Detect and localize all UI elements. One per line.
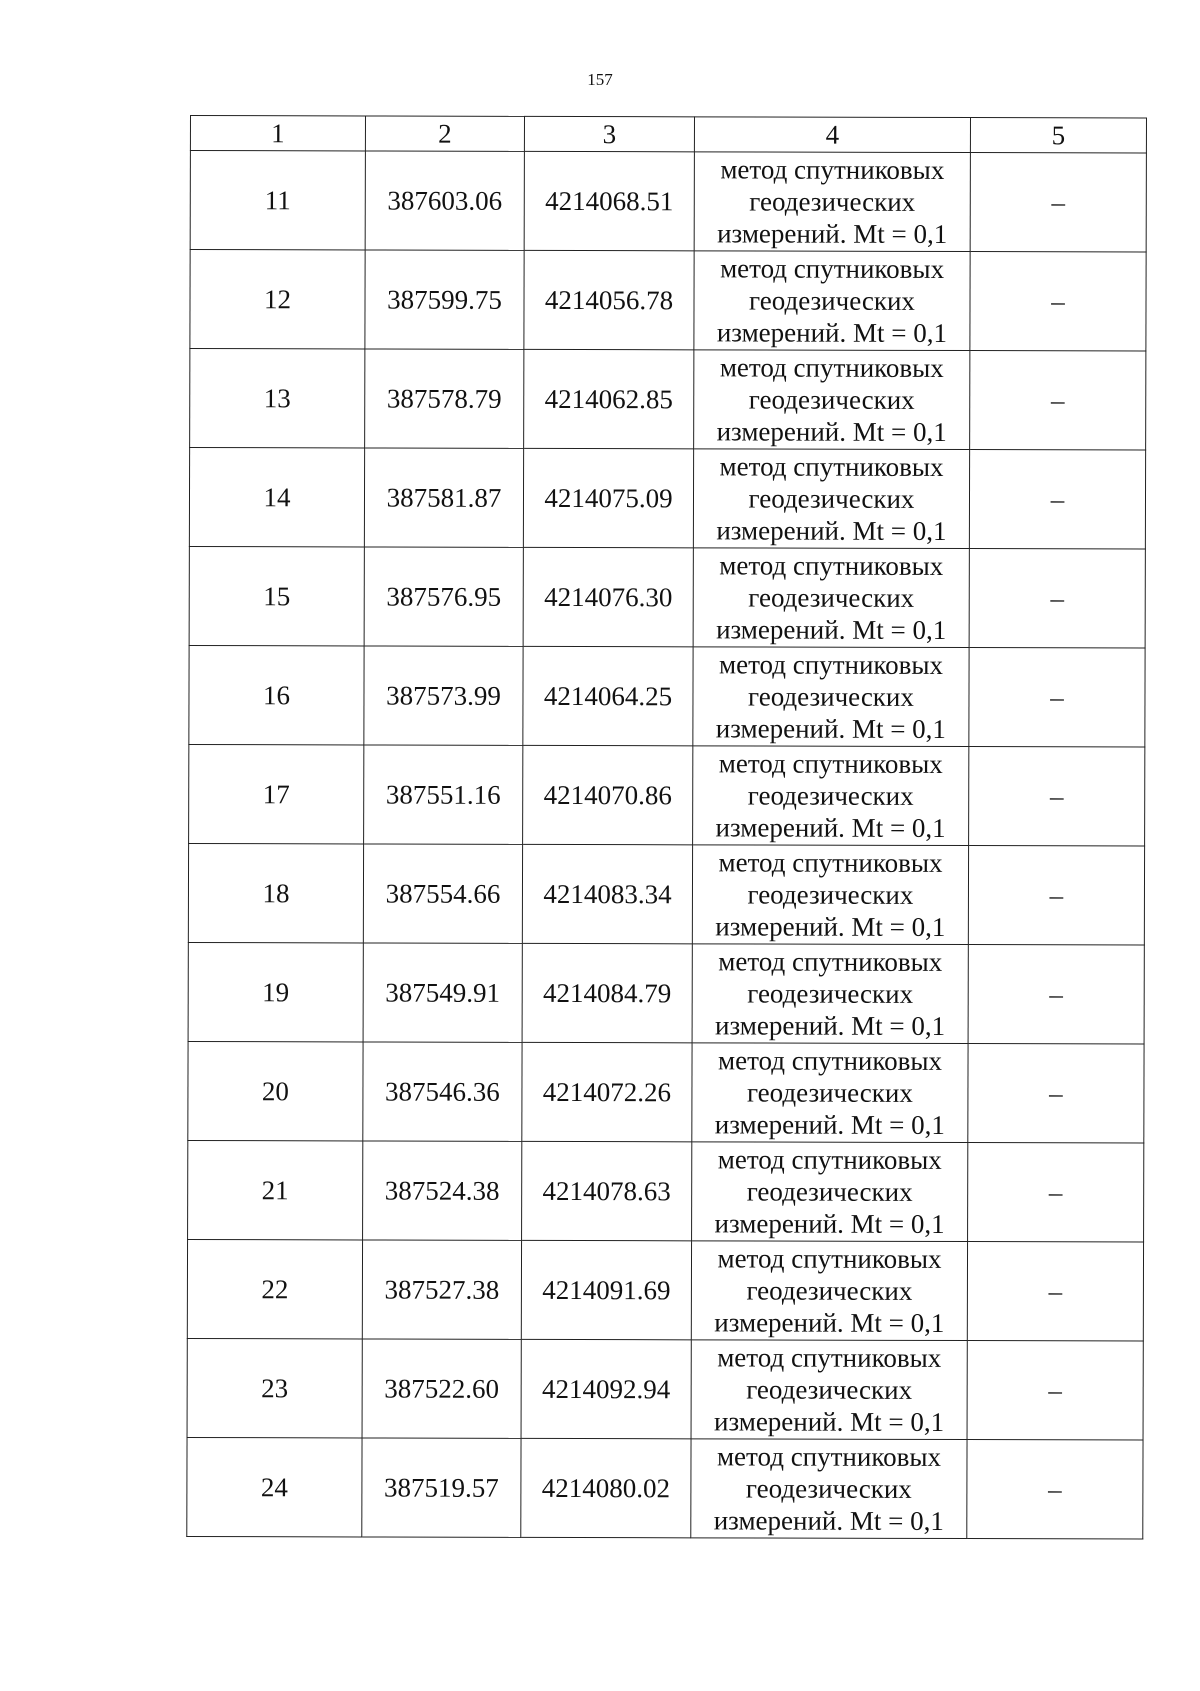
y-coordinate-cell: 4214062.85	[524, 349, 694, 448]
method-cell	[692, 1043, 968, 1143]
method-cell	[691, 1241, 967, 1341]
x-coordinate-cell: 387578.79	[365, 349, 524, 448]
x-coordinate-cell: 387549.91	[363, 943, 522, 1042]
x-coordinate-cell: 387581.87	[364, 448, 523, 547]
y-coordinate-cell: 4214083.34	[522, 844, 692, 943]
method-line: метод спутниковых	[717, 1144, 942, 1175]
method-line: геодезических	[749, 186, 916, 217]
table-row	[188, 942, 1144, 1044]
note-cell: –	[968, 1143, 1144, 1242]
point-number-cell: 17	[189, 744, 364, 843]
point-number-cell: 21	[188, 1140, 363, 1239]
note-cell: –	[967, 1242, 1143, 1341]
method-line: измерений. Mt = 0,1	[714, 1307, 945, 1338]
method-line: измерений. Mt = 0,1	[714, 1208, 945, 1239]
method-line: геодезических	[746, 1077, 913, 1108]
method-line: измерений. Mt = 0,1	[717, 218, 948, 249]
method-line: измерений. Mt = 0,1	[713, 1406, 945, 1437]
page-number: 157	[587, 70, 613, 89]
method-cell	[691, 1340, 967, 1440]
table-header	[190, 116, 1146, 154]
table-row	[187, 1239, 1143, 1341]
point-number-cell: 20	[188, 1041, 363, 1140]
method-line: метод спутниковых	[717, 1243, 942, 1274]
note-cell: –	[970, 252, 1146, 351]
method-cell	[694, 350, 970, 450]
note-cell: –	[967, 1440, 1143, 1539]
y-coordinate-cell: 4214056.78	[524, 250, 694, 349]
y-coordinate-cell: 4214070.86	[523, 745, 693, 844]
method-line: геодезических	[748, 483, 915, 514]
y-coordinate-cell: 4214078.63	[522, 1141, 692, 1240]
method-cell	[693, 449, 969, 549]
method-line: метод спутниковых	[717, 1342, 942, 1373]
method-line: метод спутниковых	[719, 649, 944, 680]
method-line: метод спутниковых	[718, 946, 943, 977]
method-cell	[692, 845, 968, 945]
note-cell: –	[968, 1044, 1144, 1143]
y-coordinate-cell: 4214075.09	[523, 448, 693, 547]
method-cell	[692, 944, 968, 1044]
method-line: метод спутниковых	[718, 847, 943, 878]
point-number-cell: 11	[190, 151, 365, 250]
x-coordinate-cell: 387554.66	[363, 844, 522, 943]
x-coordinate-cell: 387522.60	[362, 1339, 521, 1438]
note-cell: –	[969, 450, 1145, 549]
y-coordinate-cell: 4214072.26	[522, 1042, 692, 1141]
note-cell: –	[968, 846, 1144, 945]
point-number-cell: 13	[190, 349, 365, 448]
table-row	[190, 250, 1146, 352]
method-cell	[694, 251, 970, 351]
y-coordinate-cell: 4214084.79	[522, 943, 692, 1042]
method-line: метод спутниковых	[717, 1045, 943, 1076]
method-line: геодезических	[747, 879, 914, 910]
point-number-cell: 18	[188, 843, 363, 942]
y-coordinate-cell: 4214064.25	[523, 646, 693, 745]
note-cell: –	[970, 153, 1146, 252]
table-row	[187, 1338, 1143, 1440]
note-cell: –	[970, 351, 1146, 450]
method-line: метод спутниковых	[719, 550, 944, 581]
table-row	[190, 349, 1146, 451]
table-row	[188, 843, 1144, 945]
method-line: метод спутниковых	[719, 451, 944, 482]
x-coordinate-cell: 387524.38	[363, 1141, 522, 1240]
table-row	[190, 151, 1146, 253]
table-row	[187, 1437, 1143, 1539]
table-row	[188, 1140, 1144, 1242]
header-cell-4: 4	[694, 117, 970, 153]
note-cell: –	[968, 945, 1144, 1044]
method-line: измерений. Mt = 0,1	[716, 614, 947, 645]
method-line: измерений. Mt = 0,1	[713, 1505, 944, 1536]
y-coordinate-cell: 4214068.51	[524, 151, 694, 250]
point-number-cell: 22	[187, 1239, 362, 1338]
point-number-cell: 23	[187, 1338, 362, 1437]
y-coordinate-cell: 4214080.02	[521, 1438, 691, 1537]
method-line: метод спутниковых	[720, 154, 945, 185]
y-coordinate-cell: 4214091.69	[521, 1240, 691, 1339]
note-cell: –	[969, 549, 1145, 648]
method-line: метод спутниковых	[719, 352, 944, 383]
note-cell: –	[969, 648, 1145, 747]
method-line: геодезических	[746, 1176, 913, 1207]
x-coordinate-cell: 387527.38	[362, 1240, 521, 1339]
method-line: измерений. Mt = 0,1	[715, 1010, 946, 1041]
method-line: измерений. Mt = 0,1	[716, 416, 947, 447]
table-row	[189, 744, 1145, 846]
method-line: метод спутниковых	[720, 253, 945, 284]
table-row	[189, 645, 1145, 747]
point-number-cell: 12	[190, 250, 365, 349]
coordinates-table	[186, 115, 1147, 1540]
method-cell	[693, 746, 969, 846]
method-line: метод спутниковых	[716, 1441, 942, 1472]
method-line: измерений. Mt = 0,1	[715, 911, 946, 942]
x-coordinate-cell: 387603.06	[365, 151, 524, 250]
header-cell-1: 1	[190, 116, 365, 151]
method-line: измерений. Mt = 0,1	[715, 713, 946, 744]
header-row	[190, 116, 1146, 154]
x-coordinate-cell: 387576.95	[364, 547, 523, 646]
point-number-cell: 14	[189, 448, 364, 547]
method-line: геодезических	[745, 1473, 912, 1504]
note-cell: –	[969, 747, 1145, 846]
method-line: измерений. Mt = 0,1	[716, 515, 947, 546]
header-cell-2: 2	[365, 116, 524, 151]
x-coordinate-cell: 387551.16	[364, 745, 523, 844]
point-number-cell: 19	[188, 942, 363, 1041]
method-line: измерений. Mt = 0,1	[715, 812, 946, 843]
table-row	[189, 546, 1145, 648]
x-coordinate-cell: 387546.36	[363, 1042, 522, 1141]
method-line: измерений. Mt = 0,1	[716, 317, 948, 348]
x-coordinate-cell: 387573.99	[364, 646, 523, 745]
method-line: измерений. Mt = 0,1	[714, 1109, 945, 1140]
method-line: геодезических	[749, 285, 915, 316]
method-line: геодезических	[748, 384, 915, 415]
header-cell-5: 5	[970, 118, 1146, 153]
method-cell	[691, 1439, 967, 1539]
table-body	[187, 151, 1147, 1539]
x-coordinate-cell: 387519.57	[362, 1438, 521, 1537]
method-line: геодезических	[747, 681, 914, 712]
y-coordinate-cell: 4214076.30	[523, 547, 693, 646]
method-line: метод спутниковых	[718, 748, 943, 779]
method-cell	[694, 152, 970, 252]
note-cell: –	[967, 1341, 1143, 1440]
method-line: геодезических	[748, 582, 915, 613]
method-cell	[693, 548, 969, 648]
header-cell-3: 3	[524, 116, 694, 151]
method-line: геодезических	[747, 978, 914, 1009]
table-row	[189, 448, 1145, 550]
point-number-cell: 24	[187, 1437, 362, 1536]
method-line: геодезических	[746, 1374, 913, 1405]
method-cell	[692, 1142, 968, 1242]
x-coordinate-cell: 387599.75	[365, 250, 524, 349]
method-line: геодезических	[746, 1275, 913, 1306]
point-number-cell: 15	[189, 546, 364, 645]
table-row	[188, 1041, 1144, 1143]
y-coordinate-cell: 4214092.94	[521, 1339, 691, 1438]
method-cell	[693, 647, 969, 747]
method-line: геодезических	[747, 780, 914, 811]
point-number-cell: 16	[189, 645, 364, 744]
